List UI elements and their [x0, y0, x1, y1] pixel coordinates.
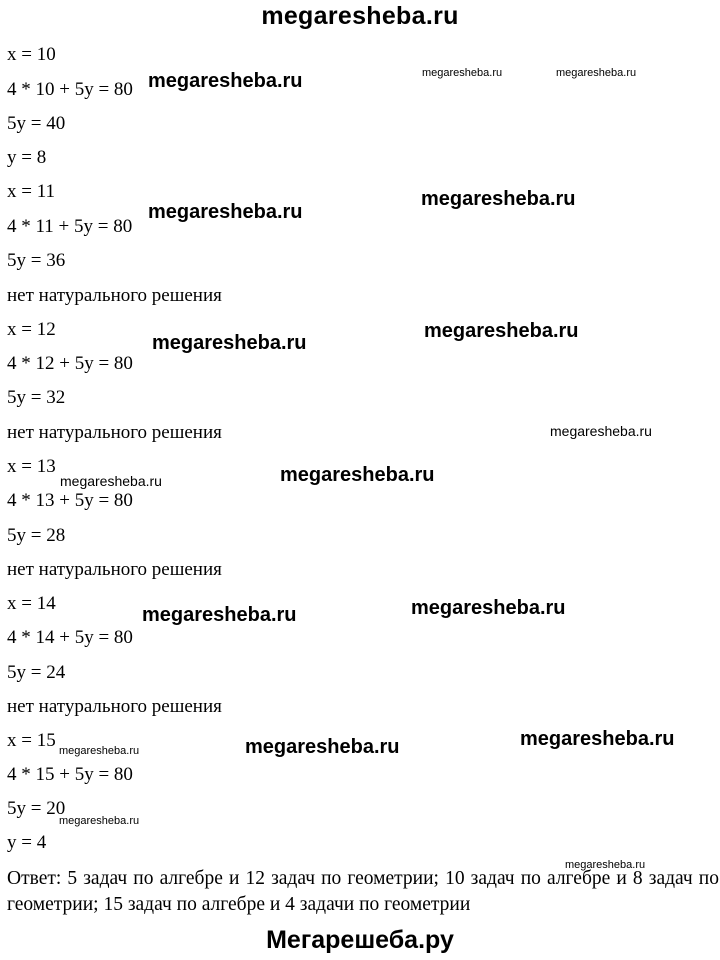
watermark: megaresheba.ru [520, 728, 675, 750]
watermark: megaresheba.ru [556, 67, 637, 79]
solution-line: 5y = 24 [7, 662, 66, 683]
solution-line: 4 * 15 + 5y = 80 [7, 764, 133, 785]
solution-line: 5y = 32 [7, 387, 66, 408]
solution-line: нет натурального решения [7, 285, 222, 306]
watermark: megaresheba.ru [422, 67, 503, 79]
solution-line: 5y = 20 [7, 798, 66, 819]
watermark: megaresheba.ru [59, 815, 140, 827]
watermark: megaresheba.ru [245, 736, 400, 758]
solution-line: y = 8 [7, 147, 47, 168]
solution-line: x = 13 [7, 456, 56, 477]
solution-line: x = 11 [7, 181, 56, 202]
solution-line: x = 15 [7, 730, 56, 751]
solution-line: 4 * 12 + 5y = 80 [7, 353, 133, 374]
solution-line: 5y = 40 [7, 113, 66, 134]
solution-line: x = 12 [7, 319, 56, 340]
watermark: megaresheba.ru [280, 464, 435, 486]
solution-line: 4 * 14 + 5y = 80 [7, 627, 133, 648]
solution-line: y = 4 [7, 832, 47, 853]
watermark: megaresheba.ru [152, 332, 307, 354]
solution-line: нет натурального решения [7, 696, 222, 717]
solution-line: нет натурального решения [7, 559, 222, 580]
solution-line: 4 * 10 + 5y = 80 [7, 79, 133, 100]
solution-line: x = 14 [7, 593, 56, 614]
site-footer: Мегарешеба.ру [266, 926, 454, 954]
solution-line: 5y = 36 [7, 250, 66, 271]
solution-line: 4 * 13 + 5y = 80 [7, 490, 133, 511]
solution-line: x = 10 [7, 44, 56, 65]
watermark: megaresheba.ru [142, 604, 297, 626]
watermark: megaresheba.ru [148, 70, 303, 92]
watermark: megaresheba.ru [421, 188, 576, 210]
watermark: megaresheba.ru [59, 745, 140, 757]
watermark: megaresheba.ru [550, 423, 652, 439]
solution-line: 4 * 11 + 5y = 80 [7, 216, 133, 237]
watermark: megaresheba.ru [424, 320, 579, 342]
answer-text: Ответ: 5 задач по алгебре и 12 задач по геометрии; 10 задач по алгебре и 8 задач по геометрии; 15 задач по алгебре и 4 задачи по геометрии [7, 868, 719, 915]
watermark: megaresheba.ru [411, 597, 566, 619]
watermark: megaresheba.ru [148, 201, 303, 223]
solution-line: 5y = 28 [7, 525, 66, 546]
solution-line: нет натурального решения [7, 422, 222, 443]
watermark: megaresheba.ru [60, 473, 162, 489]
site-header: megaresheba.ru [261, 2, 459, 30]
watermark: megaresheba.ru [565, 859, 646, 871]
